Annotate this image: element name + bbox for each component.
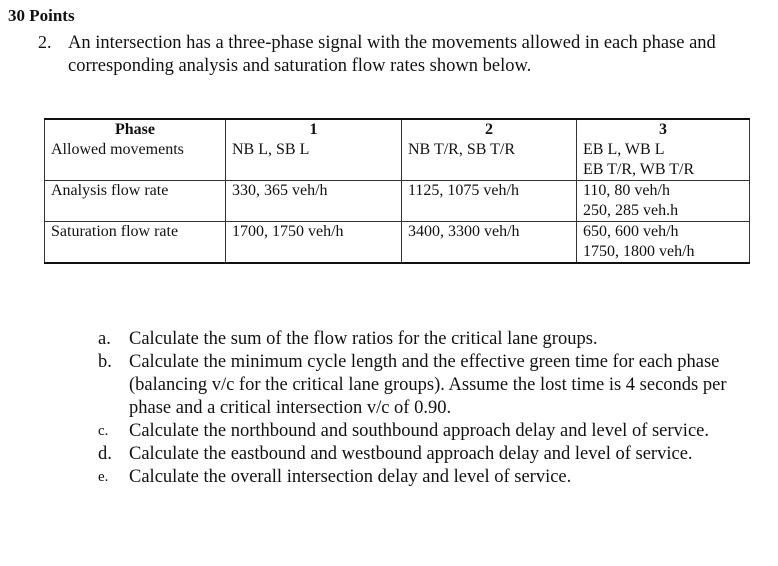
- table-cell: [402, 181, 577, 222]
- table-row-saturation-flow-rate: [45, 222, 750, 264]
- table-cell: [577, 181, 750, 222]
- signal-phase-table: [44, 118, 750, 264]
- part-text: Calculate the minimum cycle length and the effective green time for each phase (balancing v/c for the critical lane groups). Assume the lost time is 4 seconds per phase and a critical intersection v/c of 0.90.: [129, 352, 727, 418]
- part-text: Calculate the sum of the flow ratios for the critical lane groups.: [129, 329, 598, 349]
- cell-line: 1125, 1075 veh/h: [408, 182, 519, 199]
- header-phase-3: 3: [577, 119, 750, 140]
- part-text: Calculate the northbound and southbound approach delay and level of service.: [129, 421, 709, 441]
- table-cell: [402, 140, 577, 181]
- row-label: Analysis flow rate: [45, 181, 226, 222]
- part-label: b.: [98, 352, 112, 372]
- table-cell: [577, 222, 750, 264]
- list-item: [98, 443, 738, 466]
- cell-line: 1700, 1750 veh/h: [232, 223, 344, 240]
- header-phase: Phase: [45, 119, 226, 140]
- cell-line: 250, 285 veh.h: [583, 202, 679, 219]
- table-cell: [577, 140, 750, 181]
- row-label: Saturation flow rate: [45, 222, 226, 264]
- points-heading: 30 Points: [8, 6, 75, 25]
- table-cell: [226, 181, 402, 222]
- list-item: [98, 420, 738, 443]
- cell-line: NB T/R, SB T/R: [408, 141, 515, 158]
- table-cell: [226, 140, 402, 181]
- table-header-row: [45, 119, 750, 140]
- row-label: Allowed movements: [45, 140, 226, 181]
- part-label: e.: [98, 469, 109, 485]
- list-item: [98, 351, 738, 420]
- table-row-analysis-flow-rate: [45, 181, 750, 222]
- list-item: [98, 328, 738, 351]
- part-text: Calculate the eastbound and westbound approach delay and level of service.: [129, 444, 693, 464]
- cell-line: EB T/R, WB T/R: [583, 161, 695, 178]
- question-text: An intersection has a three-phase signal with the movements allowed in each phase and corresponding analysis and saturation flow rates shown below.: [68, 33, 716, 76]
- cell-line: 650, 600 veh/h: [583, 223, 679, 240]
- part-label: c.: [98, 423, 109, 439]
- table-cell: [226, 222, 402, 264]
- header-phase-1: 1: [226, 119, 402, 140]
- cell-line: 1750, 1800 veh/h: [583, 243, 695, 260]
- list-item: [98, 466, 738, 489]
- cell-line: 3400, 3300 veh/h: [408, 223, 520, 240]
- question-number: 2.: [38, 32, 52, 52]
- table-row-allowed-movements: [45, 140, 750, 181]
- cell-line: EB L, WB L: [583, 141, 665, 158]
- cell-line: NB L, SB L: [232, 141, 310, 158]
- cell-line: 110, 80 veh/h: [583, 182, 670, 199]
- part-label: a.: [98, 329, 111, 349]
- part-text: Calculate the overall intersection delay and level of service.: [129, 467, 572, 487]
- cell-line: 330, 365 veh/h: [232, 182, 328, 199]
- header-phase-2: 2: [402, 119, 577, 140]
- part-label: d.: [98, 444, 112, 464]
- question-parts-list: [98, 328, 738, 489]
- table-cell: [402, 222, 577, 264]
